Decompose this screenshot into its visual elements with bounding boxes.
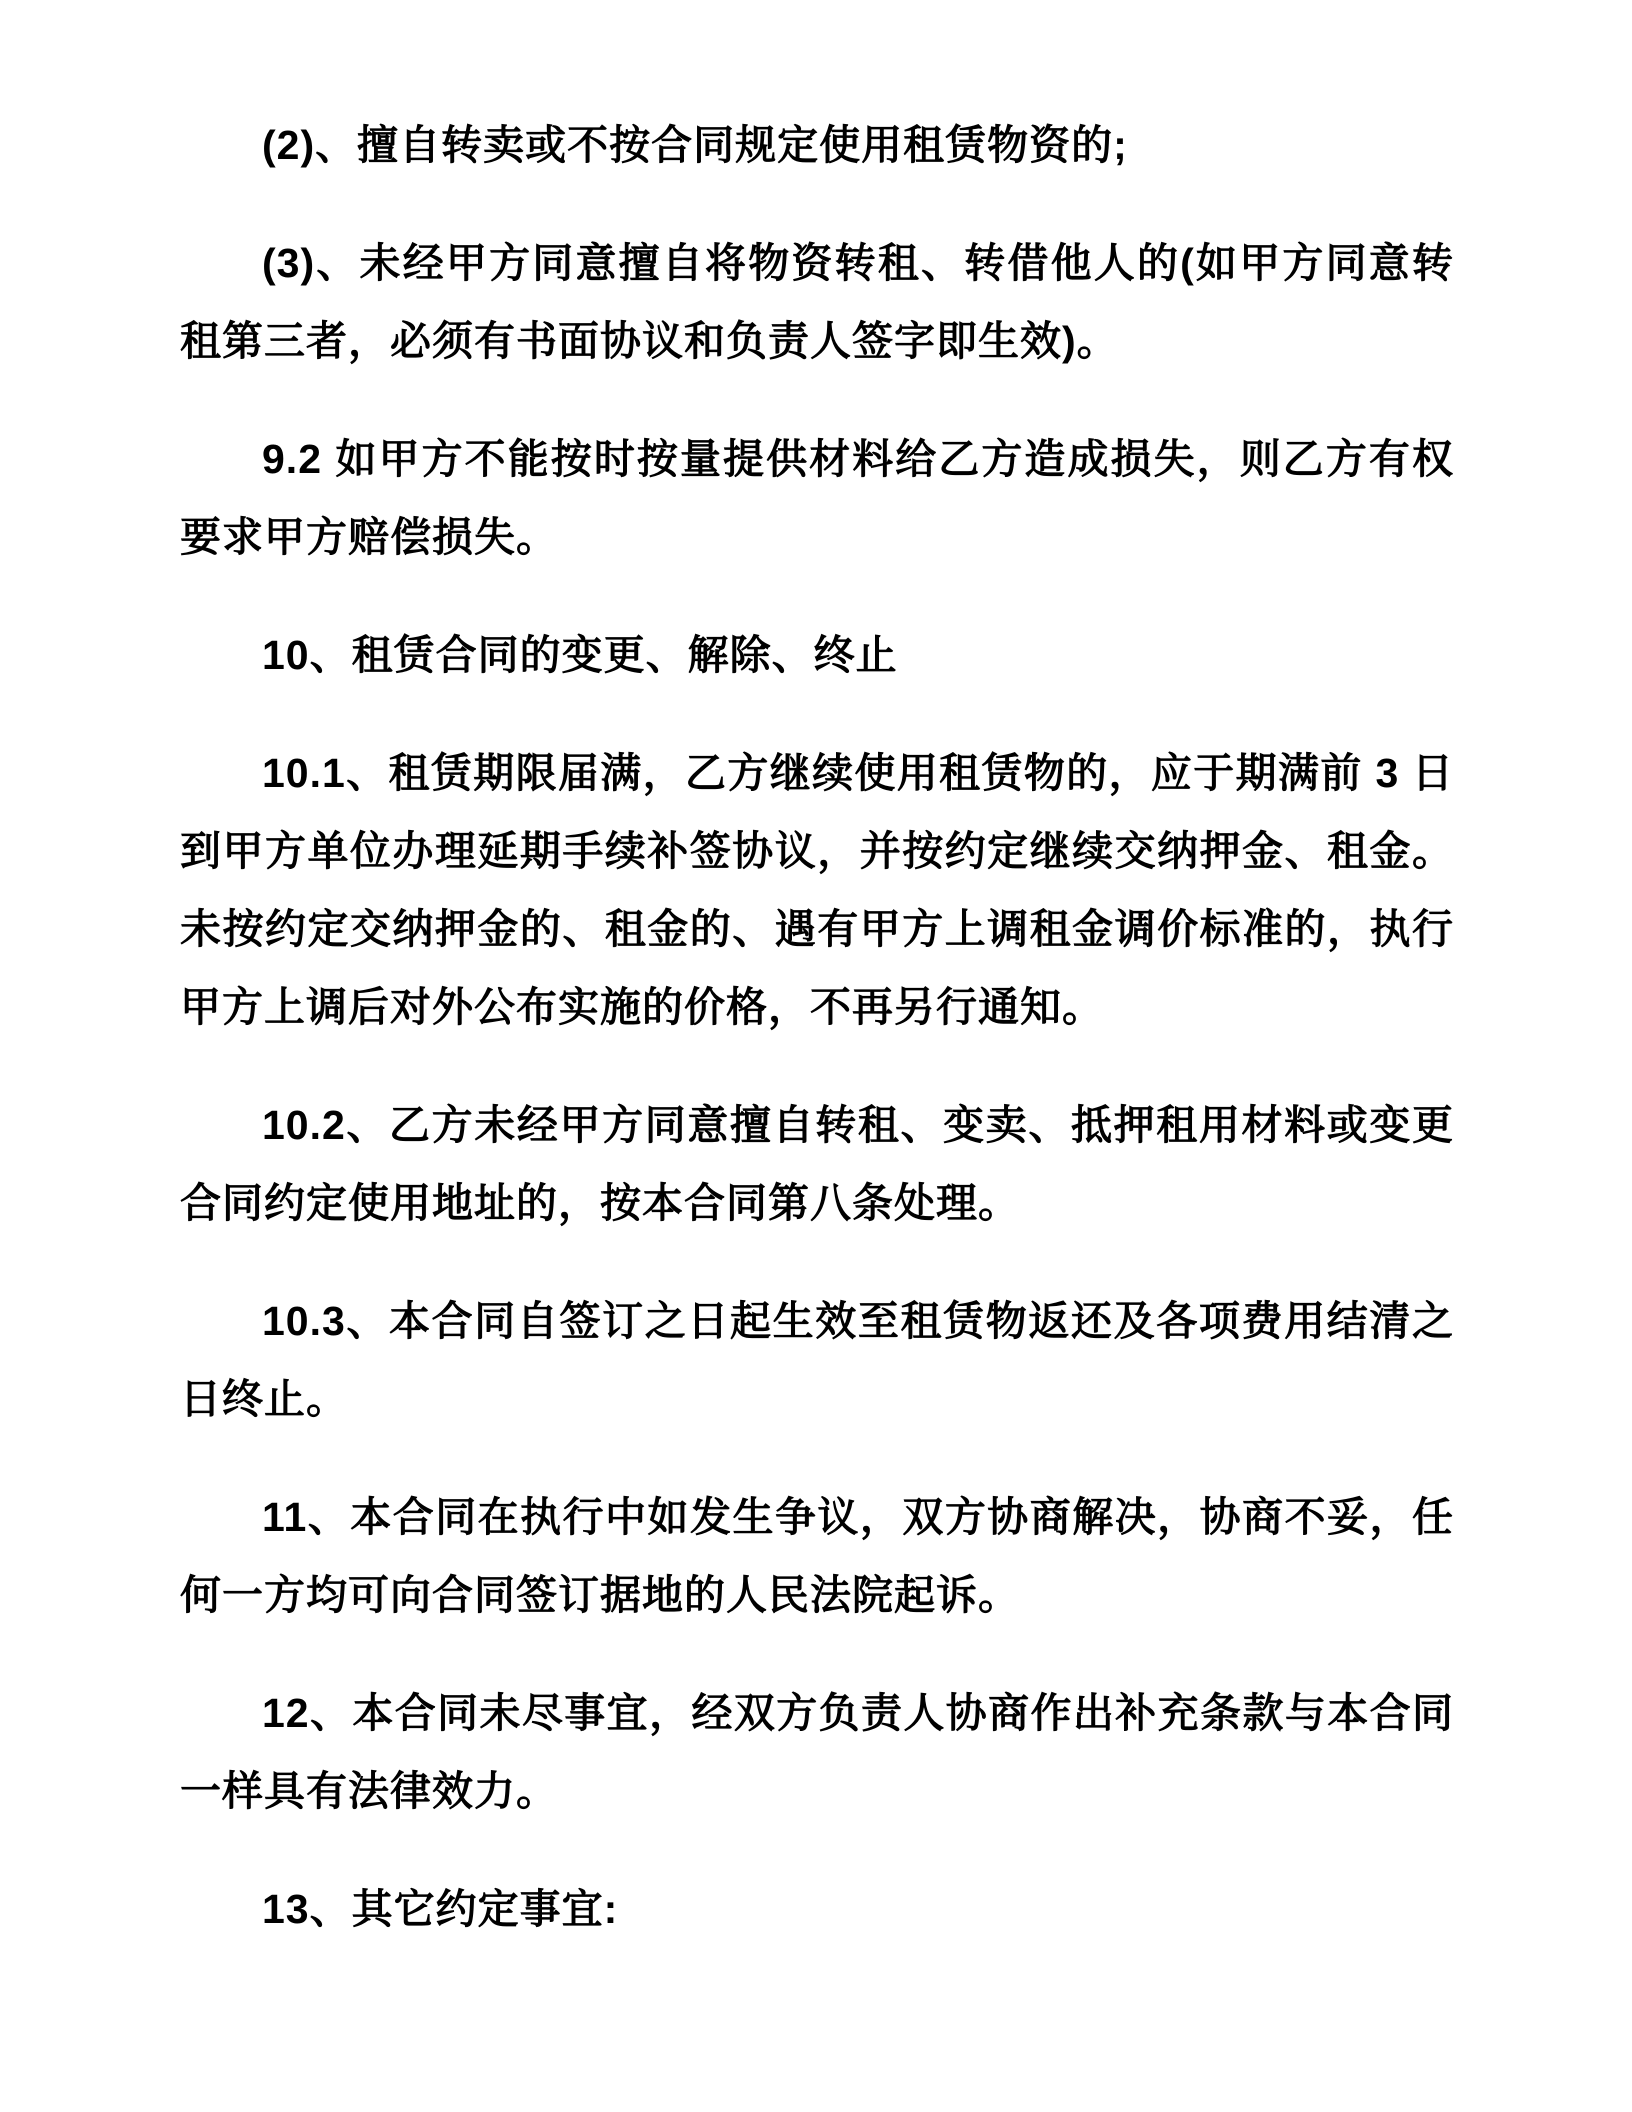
paragraph-clause-10-1: 10.1、租赁期限届满，乙方继续使用租赁物的，应于期满前 3 日到甲方单位办理延期手续补签协议，并按约定继续交纳押金、租金。未按约定交纳押金的、租金的、遇有甲方上调租金调价标准的，执行甲方上调后对外公布实施的价格，不再另行通知。 [180,750,1454,1030]
paragraph-clause-13: 13、其它约定事宜: [262,1886,619,1932]
paragraph-clause-12: 12、本合同未尽事宜，经双方负责人协商作出补充条款与本合同一样具有法律效力。 [180,1690,1454,1814]
paragraph-clause-10-2: 10.2、乙方未经甲方同意擅自转租、变卖、抵押租用材料或变更合同约定使用地址的，按本合同第八条处理。 [180,1102,1454,1226]
paragraph-clause-10-3: 10.3、本合同自签订之日起生效至租赁物返还及各项费用结清之日终止。 [180,1298,1454,1422]
paragraph-clause-9-2: 9.2 如甲方不能按时按量提供材料给乙方造成损失，则乙方有权要求甲方赔偿损失。 [180,436,1454,560]
paragraph-clause-10-heading: 10、租赁合同的变更、解除、终止 [262,632,898,678]
paragraph-clause-2: (2)、擅自转卖或不按合同规定使用租赁物资的; [262,122,1128,168]
paragraph-clause-11: 11、本合同在执行中如发生争议，双方协商解决，协商不妥，任何一方均可向合同签订据地的人民法院起诉。 [180,1494,1454,1618]
paragraph-clause-3: (3)、未经甲方同意擅自将物资转租、转借他人的(如甲方同意转租第三者，必须有书面协议和负责人签字即生效)。 [180,240,1454,364]
